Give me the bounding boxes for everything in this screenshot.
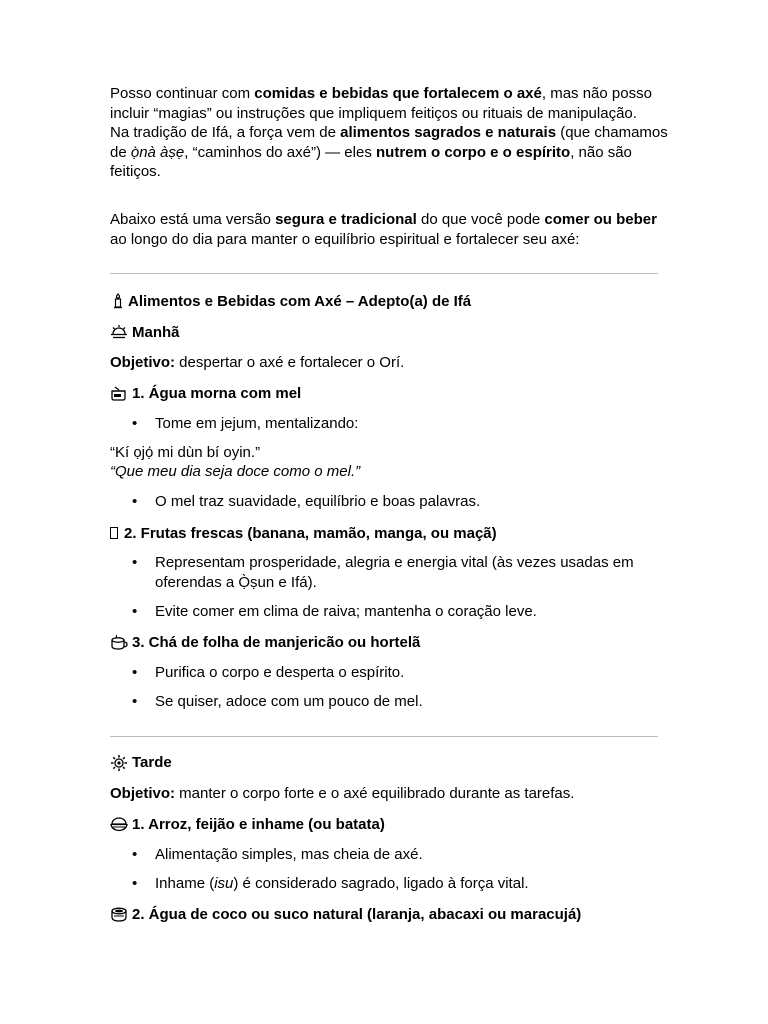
section-heading-manha: Manhã	[110, 323, 180, 342]
quote-line-2: “Que meu dia seja doce como o mel.”	[110, 463, 361, 480]
sunrise-icon	[110, 324, 128, 340]
tea-cup-icon	[110, 634, 128, 650]
tarde-item-2-title: 2. Água de coco ou suco natural (laranja, abacaxi ou maracujá)	[110, 905, 581, 924]
list-item: • Representam prosperidade, alegria e energia vital (às vezes usadas em oferendas a Ọ̀ṣun e Ifá).	[155, 553, 675, 593]
list-item: • Se quiser, adoce com um pouco de mel.	[155, 692, 675, 712]
sun-icon	[110, 754, 128, 770]
honey-pot-icon	[110, 385, 128, 401]
tarde-item-1-title: 1. Arroz, feijão e inhame (ou batata)	[110, 815, 385, 834]
manha-objective: Objetivo: despertar o axé e fortalecer o Orí.	[110, 354, 405, 371]
quote-line-1: “Kí ọjọ́ mi dùn bí oyin.”	[110, 444, 261, 461]
main-title: Alimentos e Bebidas com Axé – Adepto(a) de Ifá	[110, 292, 471, 311]
section-heading-tarde: Tarde	[110, 753, 172, 772]
manha-item-3-title: 3. Chá de folha de manjericão ou hortelã	[110, 633, 420, 652]
divider	[110, 736, 658, 737]
missing-glyph-icon	[110, 527, 118, 539]
intro-paragraph-1: Posso continuar com comidas e bebidas que fortalecem o axé, mas não posso incluir “magias” ou instruções que impliquem feitiços ou rituais de manipulação. Na tradição de Ifá, a força vem de alimentos sagrados e naturais (que chamamos de ọ̀nà àṣẹ, “caminhos do axé”) — eles nutrem o corpo e o espírito, não são feitiços.	[110, 85, 668, 180]
candle-icon	[110, 293, 124, 309]
bowl-icon	[110, 816, 128, 832]
manha-item-2-title: 2. Frutas frescas (banana, mamão, manga, ou maçã)	[110, 524, 497, 543]
manha-item-1-title: 1. Água morna com mel	[110, 384, 301, 403]
list-item: • O mel traz suavidade, equilíbrio e boas palavras.	[155, 492, 675, 512]
intro-paragraph-2: Abaixo está uma versão segura e tradicional do que você pode comer ou beber ao longo do dia para manter o equilíbrio espiritual e fortalecer seu axé:	[110, 211, 657, 248]
list-item: • Tome em jejum, mentalizando:	[155, 414, 675, 434]
list-item: • Inhame (isu) é considerado sagrado, ligado à força vital.	[155, 874, 675, 894]
tarde-objective: Objetivo: manter o corpo forte e o axé equilibrado durante as tarefas.	[110, 785, 575, 802]
list-item: • Purifica o corpo e desperta o espírito.	[155, 663, 675, 683]
coconut-icon	[110, 906, 128, 922]
list-item: • Alimentação simples, mas cheia de axé.	[155, 845, 675, 865]
list-item: • Evite comer em clima de raiva; mantenha o coração leve.	[155, 602, 675, 622]
divider	[110, 273, 658, 274]
